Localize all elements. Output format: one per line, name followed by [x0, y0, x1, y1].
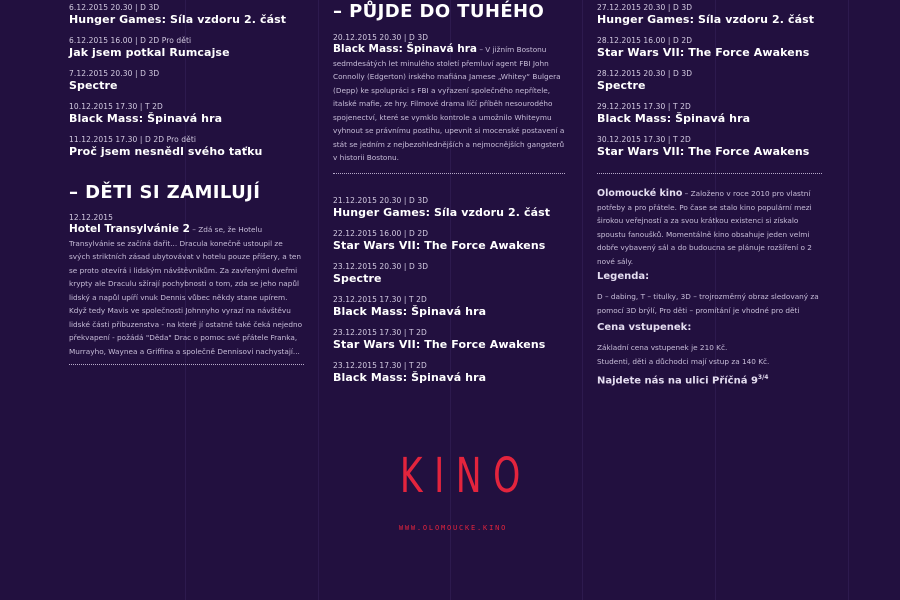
screening-entry[interactable]	[597, 2, 822, 27]
website-link[interactable]: WWW.OLOMOUCKE.KINO	[398, 524, 508, 532]
movie-title: Spectre	[597, 79, 646, 92]
screening-meta: 22.12.2015 16.00 | D 2D	[333, 228, 429, 238]
kino-logo: KINO	[399, 448, 532, 504]
screening-entry[interactable]	[69, 2, 304, 27]
screening-entry[interactable]	[333, 228, 565, 253]
about-lead: Olomoucké kino	[597, 188, 683, 199]
screening-entry[interactable]	[333, 195, 565, 220]
screening-meta: 30.12.2015 17.30 | T 2D	[597, 135, 691, 144]
movie-title: Black Mass: Špinavá hra	[69, 112, 223, 125]
screening-meta: 23.12.2015 17.30 | T 2D	[333, 360, 427, 370]
screening-meta: 28.12.2015 16.00 | D 2D	[597, 36, 693, 45]
screening-entry[interactable]	[597, 134, 822, 159]
movie-title: Black Mass: Špinavá hra	[333, 370, 487, 384]
screening-meta: 27.12.2015 20.30 | D 3D	[597, 3, 693, 12]
screening-entry[interactable]	[69, 134, 304, 159]
movie-title: Jak jsem potkal Rumcajse	[69, 46, 230, 59]
screening-entry[interactable]	[333, 327, 565, 352]
screening-entry[interactable]	[333, 261, 565, 286]
movie-title: Star Wars VII: The Force Awakens	[597, 46, 810, 59]
screening-entry[interactable]	[333, 360, 565, 385]
screening-meta: 23.12.2015 17.30 | T 2D	[333, 327, 427, 337]
screening-entry[interactable]	[597, 35, 822, 60]
screening-entry[interactable]	[597, 68, 822, 93]
screening-entry[interactable]	[597, 101, 822, 126]
movie-title: Proč jsem nesnědl svého taťku	[69, 145, 263, 158]
screening-meta: 6.12.2015 16.00 | D 2D Pro děti	[69, 36, 192, 45]
legend-text: D – dabing, T – titulky, 3D – trojrozměrný obraz sledovaný za pomocí 3D brýlí, Pro děti – promítání je vhodné pro děti	[597, 292, 819, 315]
screening-entry[interactable]	[333, 294, 565, 319]
screening-meta: 6.12.2015 20.30 | D 3D	[69, 3, 160, 12]
screening-meta: 29.12.2015 17.30 | T 2D	[597, 102, 691, 111]
program-column-3	[597, 0, 822, 388]
legend-heading: Legenda:	[597, 271, 650, 282]
movie-title: Hunger Games: Síla vzdoru 2. část	[69, 13, 287, 26]
movie-title: Black Mass: Špinavá hra	[597, 112, 751, 125]
address-sup: 3/4	[757, 374, 769, 381]
screening-entry[interactable]	[69, 68, 304, 93]
movie-title: Spectre	[333, 271, 382, 285]
movie-title: Star Wars VII: The Force Awakens	[333, 238, 546, 252]
screening-meta: 28.12.2015 20.30 | D 3D	[597, 69, 693, 78]
screening-meta: 11.12.2015 17.30 | D 2D Pro děti	[69, 135, 197, 144]
feature-text: – V jižním Bostonu sedmdesátých let minulého století přemluví agent FBI John Connolly (Edgerton) irského mafiána Jamese „Whitey“ Bulgera (Depp) ke spolupráci s FBI a vyřazení společného nepřítele, italské mafie, ze hry. Filmové drama líčí příběh nesourodého spojenectví, které se vymklo kontrole a umožnilo Whiteymu vyhnout se právnímu postihu, upevnit si mocenské postavení a stát se jedním z nejbezohlednějších a nejmocnějších gangsterů v historii Bostonu.	[333, 45, 565, 162]
feature-text: – Zdá se, že Hotelu Transylvánie se začíná dařit... Dracula konečně ustoupil ze svých striktních zásad ubytovávat v hotelu pouze příšery, a ten se proto otevírá i lidským návštěvníkům. Za zavřenými dveřmi krypty ale Draculu sžírají pochybnosti o tom, zda se jeho napůl lidský a napůl upíří vnuk Dennis vůbec někdy stane upírem. Když tedy Mavis ve společnosti Johnnyho vyrazí na návštěvu lidské části příbuzenstva - na které jí ostatně také čeká nejedno překvapení - požádá "Děda" Drac o pomoc své přátele Franka, Murrayho, Waynea a Griffina a společně Dennisovi nachystají...	[69, 225, 303, 356]
dotted-divider	[69, 364, 304, 365]
section-heading: – PŮJDE DO TUHÉHO	[333, 1, 545, 22]
movie-title: Spectre	[69, 79, 118, 92]
feature-meta: 20.12.2015 20.30 | D 3D	[333, 33, 429, 42]
program-column-2	[333, 0, 565, 393]
feature-meta: 12.12.2015	[69, 213, 113, 222]
column-rule	[318, 0, 319, 600]
feature-title[interactable]: Hotel Transylvánie 2	[69, 223, 190, 235]
column-rule	[848, 0, 849, 600]
screening-entry[interactable]	[69, 101, 304, 126]
screening-meta: 10.12.2015 17.30 | T 2D	[69, 102, 163, 111]
movie-title: Black Mass: Špinavá hra	[333, 304, 487, 318]
price-line: Studenti, děti a důchodci mají vstup za 140 Kč.	[597, 356, 770, 366]
movie-title: Hunger Games: Síla vzdoru 2. část	[597, 13, 815, 26]
feature-title[interactable]: Black Mass: Špinavá hra	[333, 43, 478, 55]
address-text: Najdete nás na ulici Příčná 9	[597, 375, 758, 387]
movie-title: Star Wars VII: The Force Awakens	[333, 337, 546, 351]
column-rule	[582, 0, 583, 600]
feature-description	[333, 43, 565, 165]
screening-entry[interactable]	[69, 35, 304, 60]
screening-meta: 21.12.2015 20.30 | D 3D	[333, 195, 429, 205]
movie-title: Star Wars VII: The Force Awakens	[597, 145, 810, 158]
section-heading: – DĚTI SI ZAMILUJÍ	[69, 182, 261, 203]
about-cinema	[597, 187, 822, 268]
program-column-1	[69, 0, 304, 365]
feature-description	[69, 223, 304, 358]
movie-title: Hunger Games: Síla vzdoru 2. část	[333, 205, 551, 219]
screening-meta: 23.12.2015 17.30 | T 2D	[333, 294, 427, 304]
address	[597, 371, 822, 388]
about-text: – Založeno v roce 2010 pro vlastní potřeby a pro přátele. Po čase se stalo kino populární mezi širokou veřejností a za svou krátkou existenci si získalo spoustu fanoušků. Momentálně kino obsahuje jeden velmi dobře vybavený sál a do budoucna se plánuje rozšíření o 2 nové sály.	[597, 189, 812, 266]
screening-meta: 23.12.2015 20.30 | D 3D	[333, 261, 429, 271]
price-heading: Cena vstupenek:	[597, 322, 692, 333]
screening-meta: 7.12.2015 20.30 | D 3D	[69, 69, 160, 78]
price-line: Základní cena vstupenek je 210 Kč.	[597, 343, 728, 352]
